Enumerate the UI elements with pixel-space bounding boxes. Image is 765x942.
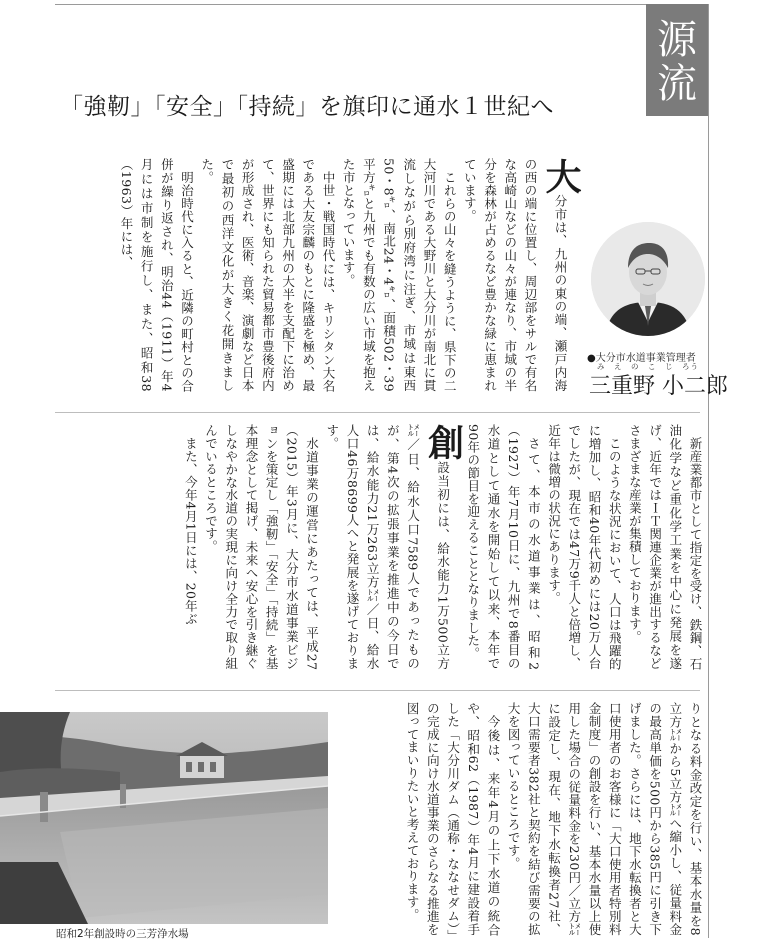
section2-paragraph-6: また、今年4月1日には、20年ぶ xyxy=(183,436,199,625)
section-badge xyxy=(646,4,708,116)
section1-paragraph-4: 明治時代に入ると、近隣の町村との合併が繰り返され、明治44（1911）年4月には市制を施行し、また、昭和38（1963）年には、 xyxy=(118,158,195,392)
section2-paragraph-5: 水道事業の運営にあたっては、平成27（2015）年3月に、大分市水道事業ビジョンを策定し「強靭」「安全」「持続」を基本理念として掲げ、未来へ安心を引き継ぐしなやかな水道の実現に向け全力で取り組んでいるところです。 xyxy=(203,424,320,670)
section2-dropcap: 創 xyxy=(422,424,464,461)
divider-lower xyxy=(55,690,700,691)
water-plant-photo xyxy=(0,712,328,924)
section2-paragraph-2: このような状況において、人口は飛躍的に増加し、昭和40年代初めには20万人台でしたが、現在では47万9千人と倍増し、近年は微増の状況にあります。 xyxy=(546,424,623,670)
historic-photo xyxy=(0,712,328,924)
section2-body xyxy=(55,424,705,670)
section2-paragraph-4: 創設当初には、給水能力1万500立方㍍／日、給水人口7589人であったものが、第4次の拡張事業を推進中の今日では、給水能力21万263立方㍍／日、給水人口46万8699人へと発展を遂げております。 xyxy=(324,424,464,670)
section1-paragraph-1: 大分市は、九州の東の端、瀬戸内海の西の端に位置し、周辺部をサルで有名な高崎山などの山々が連なり、市域の半分を森林が占めるなど豊かな緑に恵まれています。 xyxy=(462,158,581,393)
headline: 「強靭」「安全」「持続」を旗印に通水１世紀へ xyxy=(60,94,554,120)
author-name-ruby: み え の こ じ ろう xyxy=(597,362,699,371)
badge-char-1: 源 xyxy=(657,17,697,63)
author-name: 三重野 小二郎 xyxy=(589,374,728,399)
section2-paragraph-3: さて、本市の水道事業は、昭和2（1927）年7月10日に、九州で8番目の水道として通水を開始して以来、本年で90年の節目を迎えることとなりました。 xyxy=(465,424,542,670)
author-portrait xyxy=(591,222,705,336)
portrait-image xyxy=(591,222,705,336)
frame-top-rule xyxy=(55,4,646,5)
section1-paragraph-2: これらの山々を縫うように、県下の二大河川である大野川と大分川が南北に貫流しながら別府湾に注ぎ、市域は東西50・8㌔、南北24・4㌔、面積502・39平方㌔と九州でも有数の広い市域を抱えた市となっています。 xyxy=(341,158,458,392)
photo-caption: 昭和2年創設時の三芳浄水場 xyxy=(56,928,189,940)
section3-paragraph-1: りとなる料金改定を行い、基本水量を8立方㍍から5立方㍍へ縮小し、従量料金の最高単価を500円から385円に引き下げました。さらには、地下水転換者と大口使用者のお客様に「大口使用者特別料金制度」の創設を行い、基本水量以上使用した場合の従量料金を230円／立方㍍に設定し、現在、地下水転換者27社、大口需要者382社と契約を結び需要の拡大を図っているところです。 xyxy=(506,702,703,936)
author-title: ●大分市水道事業管理者 xyxy=(587,353,696,364)
section1-dropcap: 大 xyxy=(540,158,581,195)
section3-paragraph-2: 今後は、来年4月の上下水道の統合や、昭和62（1987）年4月に建設着手した「大分川ダム（通称・ななせダム）」の完成に向け水道事業のさらなる推進を図ってまいりたいと考えております。 xyxy=(405,702,501,936)
section3-body xyxy=(338,702,705,936)
badge-char-2: 流 xyxy=(657,61,697,107)
section2-paragraph-1: 新産業都市として指定を受け、鉄鋼、石油化学など重化学工業を中心に発展を遂げ、近年ではＩＴ関連企業が進出するなどさまざまな産業が集積しております。 xyxy=(627,424,703,670)
section1-paragraph-3: 中世・戦国時代には、キリシタン大名である大友宗麟のもとに隆盛を極め、最盛期には北部九州の大半を支配下に治めて、世界にも知られた貿易都市豊後府内が形成され、医術、音楽、演劇など日本で最初の西洋文化が大きく花開きました。 xyxy=(199,158,336,392)
section1-body xyxy=(55,158,580,392)
divider-upper xyxy=(55,412,700,413)
frame-right-rule xyxy=(708,4,709,938)
